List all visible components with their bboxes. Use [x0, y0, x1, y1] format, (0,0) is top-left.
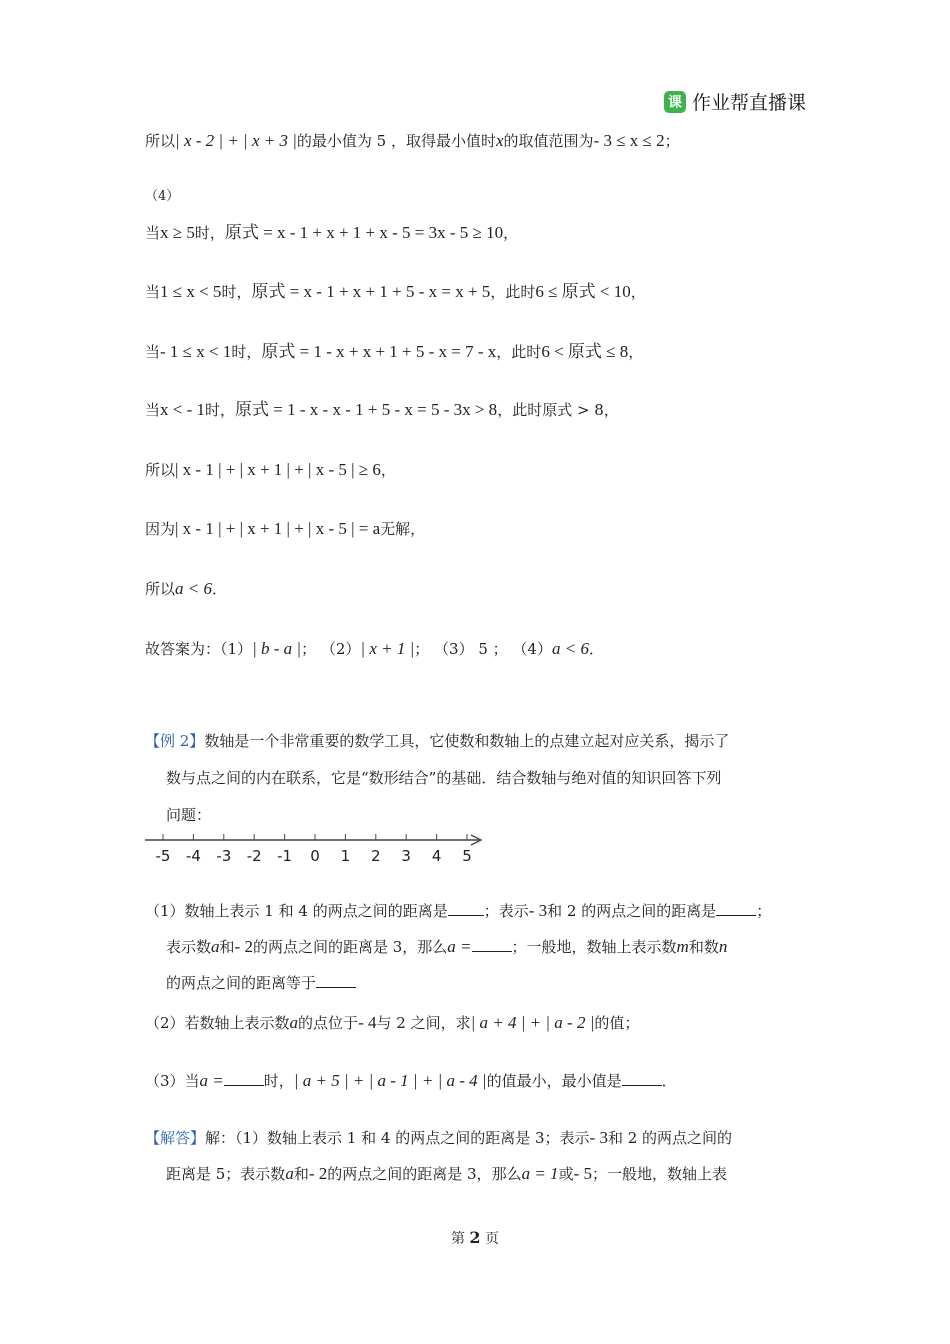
- text-line: 当x < - 1时，原式 = 1 - x - x - 1 + 5 - x = 5 - 3x > 8，此时原式 > 8，: [145, 400, 619, 419]
- answer-blank[interactable]: [716, 915, 756, 916]
- answer-blank[interactable]: [316, 987, 356, 988]
- axis-label: 0: [310, 847, 320, 865]
- axis-label: 2: [371, 847, 381, 865]
- example-2-line-3: 问题：: [166, 806, 212, 824]
- answer-blank[interactable]: [472, 951, 512, 952]
- axis-label: -3: [216, 847, 232, 865]
- text-line: 所以a < 6．: [145, 579, 228, 598]
- text-line: 所以| x - 1 | + | x + 1 | + | x - 5 | ≥ 6，: [145, 460, 396, 479]
- solution-tag: 【解答】: [145, 1129, 206, 1147]
- text-line: 所以| x - 2 | + | x + 3 |的最小值为 5 ，取得最小值时x的取值范围为- 3 ≤ x ≤ 2；: [145, 131, 680, 150]
- brand-badge-icon: 课: [664, 91, 686, 113]
- brand-logo: [664, 88, 806, 115]
- text-line: 当1 ≤ x < 5时，原式 = x - 1 + x + 1 + 5 - x = x + 5，此时6 ≤ 原式 < 10，: [145, 282, 646, 301]
- page-footer: 第 2 页: [450, 1228, 500, 1247]
- text-line: 当- 1 ≤ x < 1时，原式 = 1 - x + x + 1 + 5 - x = 7 - x，此时6 < 原式 ≤ 8，: [145, 342, 644, 361]
- example-2-line-2: 数与点之间的内在联系，它是“数形结合”的基础．结合数轴与绝对值的知识回答下列: [166, 769, 722, 787]
- answer-blank[interactable]: [448, 915, 484, 916]
- solution-line-2: 距离是 5；表示数a和- 2的两点之间的距离是 3，那么a = 1或- 5；一般地，数轴上表: [166, 1164, 728, 1183]
- axis-label: 1: [340, 847, 351, 865]
- axis-label: 5: [462, 847, 472, 865]
- text-line: 当x ≥ 5时，原式 = x - 1 + x + 1 + x - 5 = 3x - 5 ≥ 10，: [145, 223, 519, 242]
- axis-label: 4: [431, 847, 442, 865]
- axis-label: -1: [277, 847, 293, 865]
- axis-label: -2: [246, 847, 262, 865]
- question-3-line: （3）当a = 时，| a + 5 | + | a - 1 | + | a - 4 |的值最小，最小值是 ．: [145, 1071, 677, 1090]
- axis-ticks: [163, 834, 467, 840]
- axis-label: -4: [185, 847, 201, 865]
- answer-summary-line: 故答案为：（1）| b - a |； （2）| x + 1 |； （3） 5 ； （4）a < 6．: [145, 639, 604, 658]
- example-tag: 【例 2】: [145, 732, 205, 750]
- brand-name: 作业帮直播课: [692, 92, 807, 114]
- question-1-line-3: 的两点之间的距离等于: [166, 972, 356, 994]
- axis-labels: [156, 847, 472, 865]
- answer-blank[interactable]: [622, 1085, 662, 1086]
- text-line: （4）: [145, 189, 180, 204]
- axis-label: -5: [155, 847, 171, 865]
- question-1-line-2: 表示数a和- 2的两点之间的距离是 3，那么a = ；一般地，数轴上表示数m和数n: [166, 937, 728, 956]
- question-2-line: （2）若数轴上表示数a的点位于- 4与 2 之间，求| a + 4 | + | a - 2 |的值；: [145, 1013, 640, 1032]
- question-1-line-1: （1）数轴上表示 1 和 4 的两点之间的距离是 ；表示- 3和 2 的两点之间的距离是 ；: [145, 901, 772, 920]
- solution-line-1: 【解答】解：（1）数轴上表示 1 和 4 的两点之间的距离是 3；表示- 3和 2 的两点之间的: [145, 1128, 733, 1147]
- number-line-svg: [145, 832, 495, 866]
- answer-blank[interactable]: [224, 1085, 264, 1086]
- page-number: 2: [469, 1228, 481, 1247]
- number-line: [145, 832, 495, 870]
- text-line: 因为| x - 1 | + | x + 1 | + | x - 5 | = a无解，: [145, 519, 426, 538]
- axis-label: 3: [401, 847, 411, 865]
- example-2-line-1: 【例 2】数轴是一个非常重要的数学工具，它使数和数轴上的点建立起对应关系，揭示了: [145, 732, 730, 750]
